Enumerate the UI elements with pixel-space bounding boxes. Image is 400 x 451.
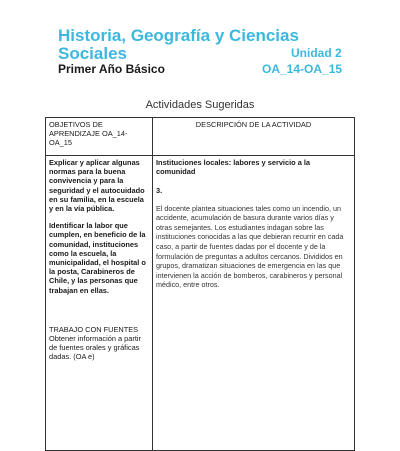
activity-text: El docente plantea situaciones tales como un incendio, un accidente, acumulación de basura durante varios días y otras semejantes. Los estudiantes indagan sobre las instituciones conocidas a las que debieran recurrir en cada caso, a partir de fuentes dadas por el docente y de la formulación de preguntas a adultos cercanos. Divididos en grupos, dramatizan situaciones de emergencia en las que intervienen la acción de bomberos, carabineros y personal médico, entre otros. (156, 203, 344, 290)
table-row (46, 156, 355, 451)
skill-title: TRABAJO CON FUENTES (49, 324, 139, 334)
description-cell (153, 156, 355, 451)
grade-label: Primer Año Básico (58, 62, 165, 76)
objectives-column-header: OBJETIVOS DE APRENDIZAJE OA_14-OA_15 (46, 118, 153, 156)
subject-title-line2: Sociales (58, 44, 127, 63)
section-title: Actividades Sugeridas (145, 99, 255, 111)
objective-2: Identificar la labor que cumplen, en beneficio de la comunidad, instituciones como la escuela, la municipalidad, el hospital o la posta, Carabineros de Chile, y las personas que trabajan en ellas. (49, 221, 146, 295)
table-header-row (46, 118, 355, 156)
spacer (49, 303, 149, 325)
objective-1: Explicar y aplicar algunas normas para la buena convivencia y para la seguridad y el autocuidado en su familia, en la escuela y en la vía pública. (49, 158, 145, 214)
description-column-header: DESCRIPCIÓN DE LA ACTIVIDAD (153, 118, 355, 156)
oa-range-label: OA_14-OA_15 (262, 62, 343, 76)
skill-text: Obtener información a partir de fuentes orales y gráficas dadas. (OA e) (49, 334, 142, 362)
activity-number: 3. (156, 186, 163, 196)
unit-label: Unidad 2 (291, 46, 342, 60)
objectives-cell (46, 156, 153, 451)
subject-title-line1: Historia, Geografía y Ciencias (58, 26, 299, 45)
activity-title: Instituciones locales: labores y servicio a la comunidad (156, 158, 311, 177)
activities-table (45, 117, 355, 451)
